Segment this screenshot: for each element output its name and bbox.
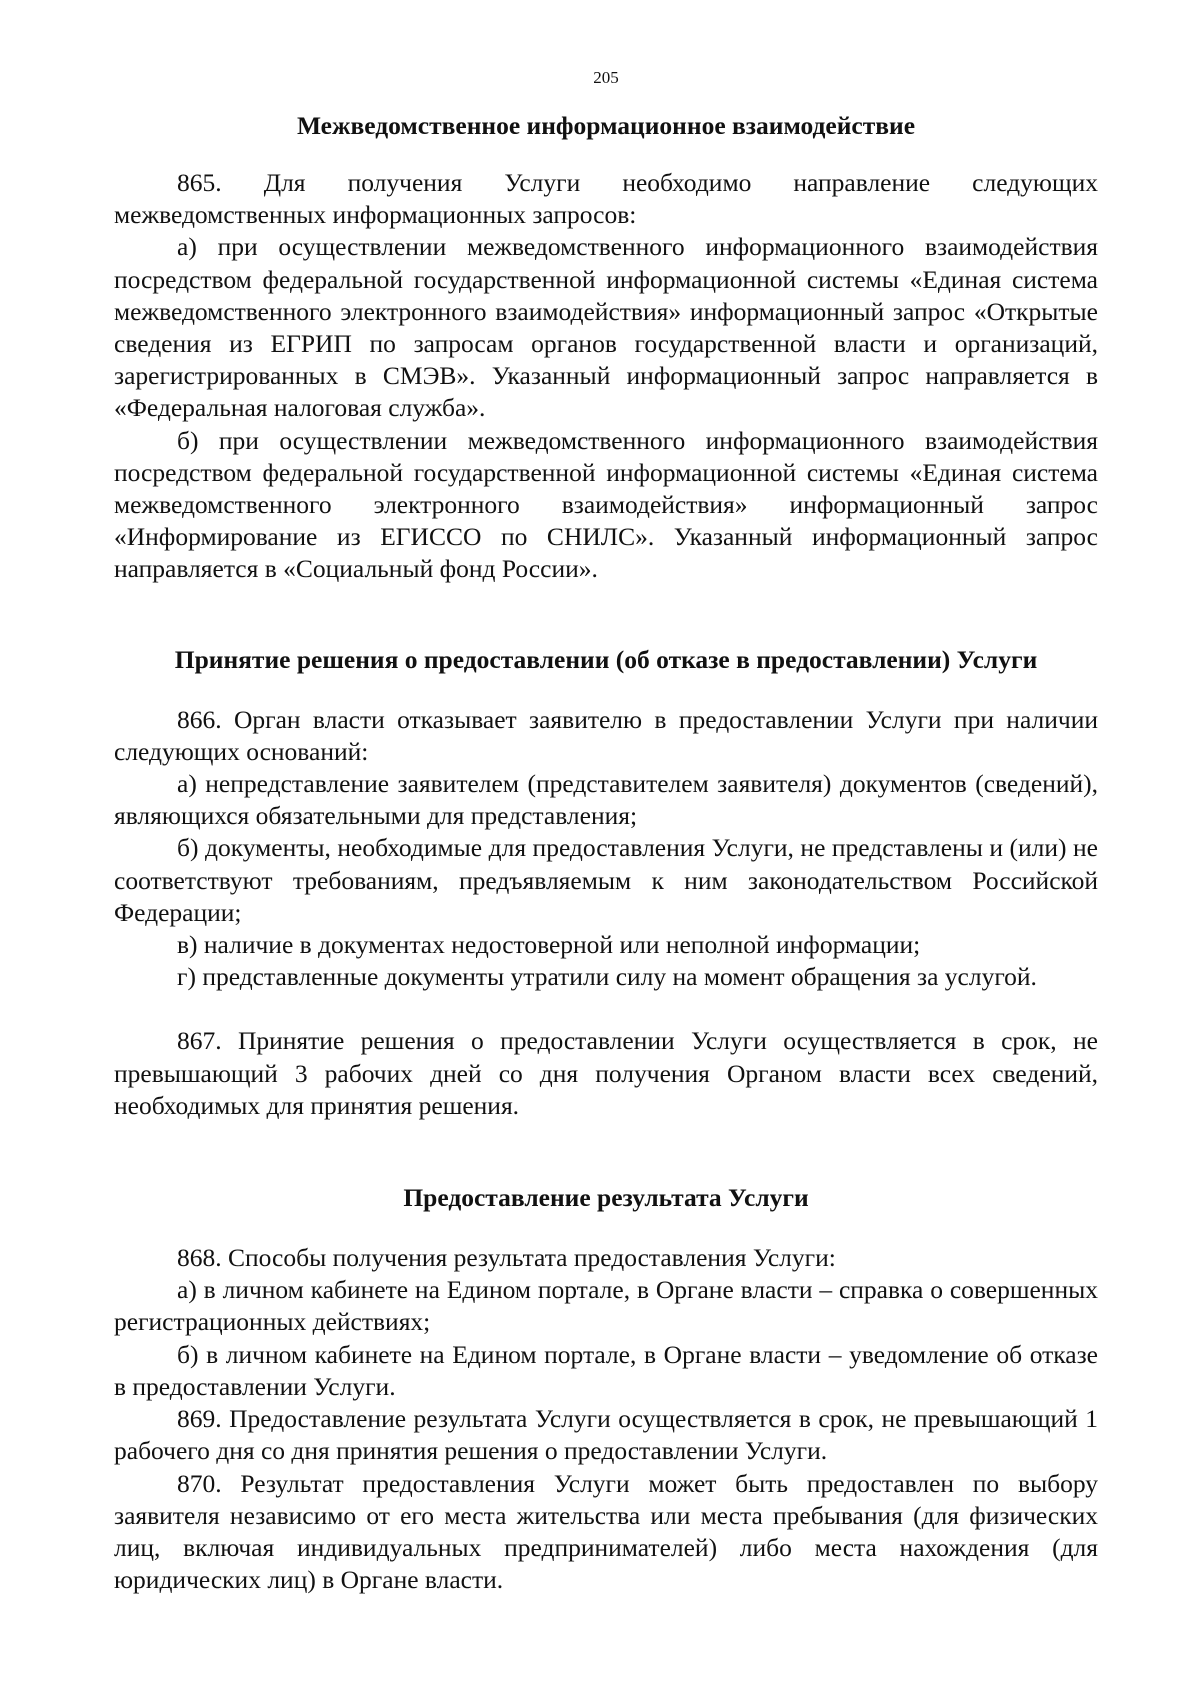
paragraph-868: 868. Способы получения результата предоставления Услуги: bbox=[177, 1243, 836, 1273]
paragraph-870: 870. Результат предоставления Услуги может быть предоставлен по выбору заявителя независимо от его места жительства или места пребывания (для физических лиц, включая индивидуальных предпринимателей) либо места нахождения (для юридических лиц) в Органе власти. bbox=[114, 1468, 1098, 1595]
paragraph-865-a: а) при осуществлении межведомственного информационного взаимодействия посредством федеральной государственной информационной системы «Единая система межведомственного электронного взаимодействия» информационный запрос «Открытые сведения из ЕГРИП по запросам органов государственной власти и организаций, зарегистрированных в СМЭВ». Указанный информационный запрос направляется в «Федеральная налоговая служба». bbox=[114, 232, 1098, 423]
paragraph-867: 867. Принятие решения о предоставлении Услуги осуществляется в срок, не превышающий 3 рабочих дней со дня получения Органом власти всех сведений, необходимых для принятия решения. bbox=[114, 1026, 1098, 1120]
paragraph-865-b: б) при осуществлении межведомственного информационного взаимодействия посредством федеральной государственной информационной системы «Единая система межведомственного электронного взаимодействия» информационный запрос «Информирование из ЕГИССО по СНИЛС». Указанный информационный запрос направляется в «Социальный фонд России». bbox=[114, 425, 1098, 584]
paragraph-866-a: а) непредставление заявителем (представителем заявителя) документов (сведений), являющихся обязательными для представления; bbox=[114, 769, 1098, 831]
paragraph-865: 865. Для получения Услуги необходимо направление следующих межведомственных информационных запросов: bbox=[114, 168, 1098, 230]
paragraph-866: 866. Орган власти отказывает заявителю в предоставлении Услуги при наличии следующих оснований: bbox=[114, 704, 1098, 766]
paragraph-866-b: б) документы, необходимые для предоставления Услуги, не представлены и (или) не соответствуют требованиям, предъявляемым к ним законодательством Российской Федерации; bbox=[114, 833, 1098, 927]
paragraph-866-v: в) наличие в документах недостоверной или неполной информации; bbox=[177, 930, 921, 960]
section-heading-result: Предоставление результата Услуги bbox=[403, 1183, 809, 1213]
paragraph-868-b: б) в личном кабинете на Едином портале, в Органе власти – уведомление об отказе в предоставлении Услуги. bbox=[114, 1339, 1098, 1401]
paragraph-869: 869. Предоставление результата Услуги осуществляется в срок, не превышающий 1 рабочего дня со дня принятия решения о предоставлении Услуги. bbox=[114, 1404, 1098, 1466]
section-heading-decision: Принятие решения о предоставлении (об отказе в предоставлении) Услуги bbox=[174, 644, 1038, 674]
paragraph-866-g: г) представленные документы утратили силу на момент обращения за услугой. bbox=[177, 962, 1037, 992]
page-number: 205 bbox=[593, 68, 619, 87]
paragraph-868-a: а) в личном кабинете на Едином портале, в Органе власти – справка о совершенных регистрационных действиях; bbox=[114, 1275, 1098, 1337]
section-heading-interagency: Межведомственное информационное взаимодействие bbox=[296, 111, 916, 140]
